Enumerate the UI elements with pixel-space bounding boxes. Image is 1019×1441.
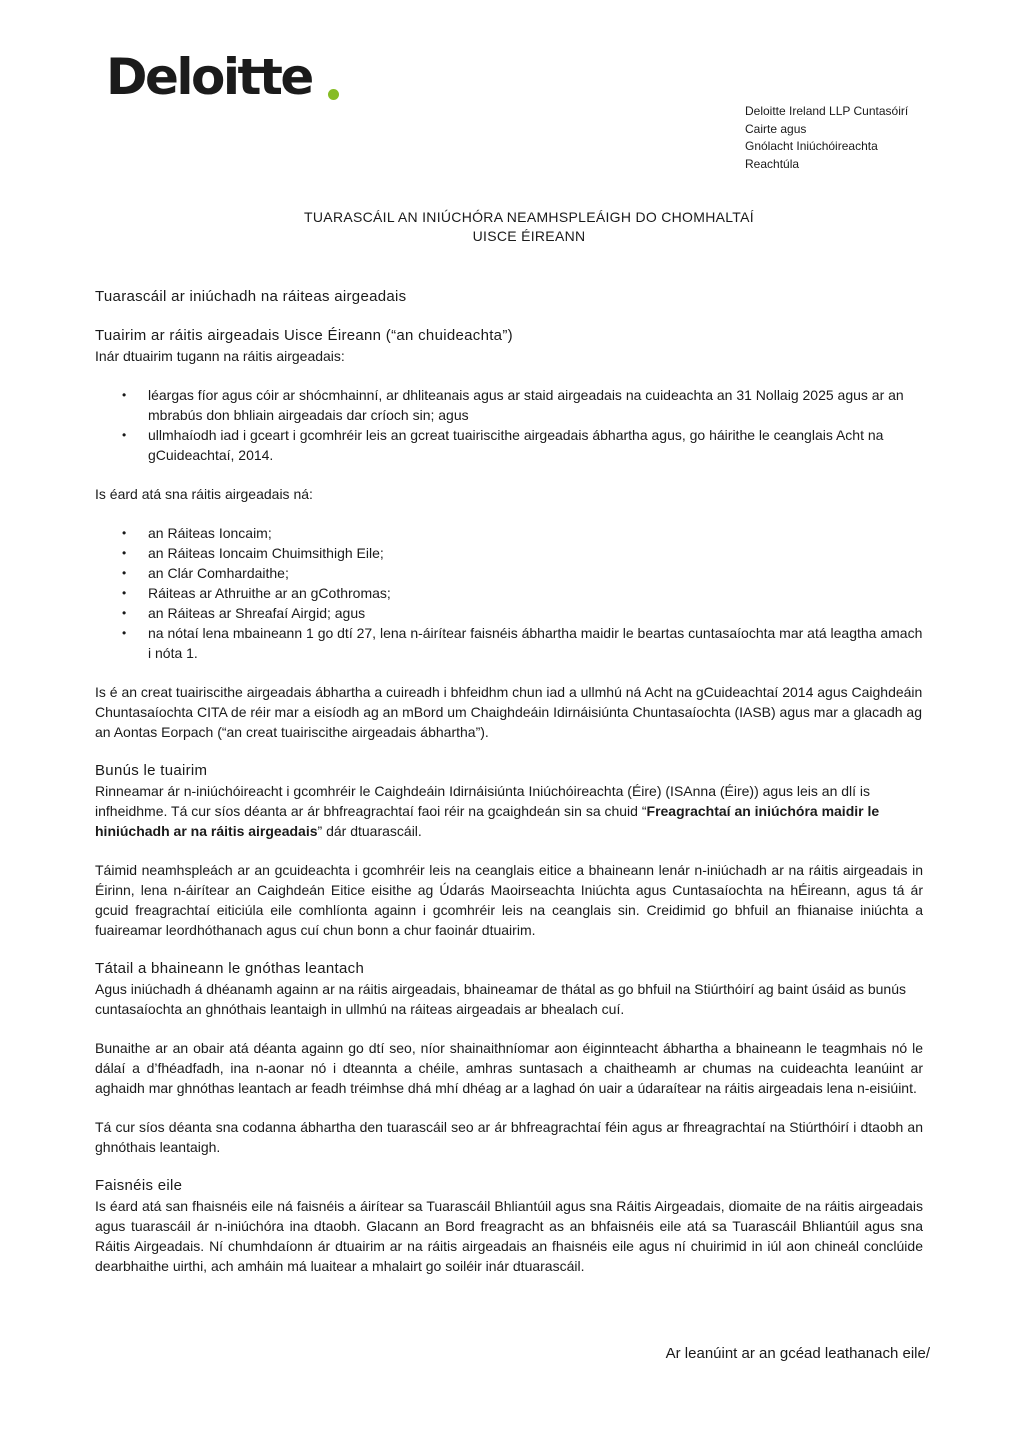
basis-paragraph-2: Táimid neamhspleách ar an gcuideachta i gcomhréir leis na ceanglais eitice a bhaineann lenár n-iniúchadh ar na ráitis airgeadais in Éirinn, lena n-áirítear an Caighdeán Eitice eisithe ag Údarás Maoirseachta Iniúchta agus Cuntasaíochta na hÉireann, agus tá ár gcuid freagrachtaí eiticiúla eile comhlíonta againn i gcomhréir leis na ceanglais sin. Creidimid go bhfuil an fhianaise iniúchta a fuaireamar leordhóthanach agus cuí chun bonn a chur faoinár dtuairim. (95, 862, 923, 938)
deloitte-logo (106, 48, 312, 106)
going-concern-paragraph-2: Bunaithe ar an obair atá déanta againn go dtí seo, níor shainaithníomar aon éiginnteacht ábhartha a bhaineann le teagmhais nó le dálaí a d’fhéadfadh, ina n-aonar nó i dteannta a chéile, amhras suntasach a chaitheamh ar chumas na cuideachta leanúint ar aghaidh mar ghnóthas leantach ar feadh tréimhse dhá mhí dhéag ar a laghad ón uair a údaraítear na ráitis airgeadais lena n-eisiúint. (95, 1040, 923, 1096)
other-info-paragraph: Is éard atá san fhaisnéis eile ná faisnéis a áirítear sa Tuarascáil Bhliantúil agus sna Ráitis Airgeadais, diomaite de na ráitis airgeadais agus tuarascáil ár n-iniúchóra ina dtaobh. Glacann an Bord freagracht as an bhfaisnéis eile atá sa Tuarascáil Bhliantúil agus sna Ráitis Airgeadais. Ní chumhdaíonn ár dtuairim ar na ráitis airgeadais an fhaisnéis eile agus ní chuirimid in iúl aon chineál conclúide dearbhaithe uirthi, ach amháin má luaitear a mhalairt go soiléir inár dtuarascáil. (95, 1198, 923, 1274)
list-item: • an Ráiteas Ioncaim; (95, 523, 923, 543)
firm-line: Reachtúla (745, 156, 800, 171)
going-concern-paragraph-1: Agus iniúchadh á dhéanamh againn ar na ráitis airgeadais, bhaineamar de thátal as go bhfuil na Stiúrthóirí ag baint úsáid as bunús cuntasaíochta an ghnóthais leantaigh in ullmhú na ráiteas airgeadais ar bhealach cuí. (95, 981, 906, 1017)
list-item: • an Ráiteas Ioncaim Chuimsithigh Eile; (95, 543, 923, 563)
basis-text-post: ” dár dtuarascáil. (317, 823, 422, 839)
report-title-line2: UISCE ÉIREANN (472, 228, 586, 244)
list-item: • Ráiteas ar Athruithe ar an gCothromas; (95, 583, 923, 603)
opinion-heading: Tuairim ar ráitis airgeadais Uisce Éireann (“an chuideachta”) (95, 327, 513, 344)
going-concern-paragraph-3: Tá cur síos déanta sna codanna ábhartha den tuarascáil seo ar ár bhfreagrachtaí féin agus ar fhreagrachtaí na Stiúrthóirí i dtaobh an ghnóthais leantaigh. (95, 1119, 923, 1155)
firm-line: Gnólacht Iniúchóireachta (745, 139, 878, 153)
logo-dot-icon (328, 89, 339, 100)
list-item: • an Clár Comhardaithe; (95, 563, 923, 583)
basis-heading: Bunús le tuairim (95, 762, 208, 779)
basis-text-pre: Rinneamar ár n-iniúchóireacht i gcomhréir le Caighdeáin Idirnáisiúnta Iniúchóireachta (Éire) (ISAnna (Éire)) agus leis an dlí is infheidhme. Tá cur síos déanta ar ár bhfreagrachtaí faoi réir na gcaighdeán sin sa chuid “ (95, 783, 871, 819)
list-item: • léargas fíor agus cóir ar shócmhainní, ar dhliteanais agus ar staid airgeadais na cuideachta an 31 Nollaig 2025 agus ar an mbrabús don bhliain airgeadais dar críoch sin; agus (95, 385, 923, 425)
opinion-bullet-list (95, 385, 923, 465)
list-item: • na nótaí lena mbaineann 1 go dtí 27, lena n-áirítear faisnéis ábhartha maidir le beartas cuntasaíochta mar atá leagtha amach i nóta 1. (95, 623, 923, 663)
logo-text: Deloitte (106, 48, 312, 106)
other-info-heading: Faisnéis eile (95, 1177, 183, 1194)
basis-paragraph-1 (95, 781, 923, 841)
framework-paragraph: Is é an creat tuairiscithe airgeadais ábhartha a cuireadh i bhfeidhm chun iad a ullmhú ná Acht na gCuideachtaí 2014 agus Caighdeáin Chuntasaíochta CITA de réir mar a eisíodh ag an mBord um Chaighdeáin Idirnáisiúnta Chuntasaíochta (IASB) agus mar a glacadh ag an Aontas Eorpach (“an creat tuairiscithe airgeadais ábhartha”). (95, 684, 923, 740)
report-title-line1: TUARASCÁIL AN INIÚCHÓRA NEAMHSPLEÁIGH DO CHOMHALTAÍ (304, 209, 754, 225)
opinion-intro: Inár dtuairim tugann na ráitis airgeadais: (95, 348, 345, 364)
list-item: • an Ráiteas ar Shreafaí Airgid; agus (95, 603, 923, 623)
firm-address-block (745, 103, 908, 173)
basis-text-bold: Freagrachtaí an iniúchóra maidir le hiniúchadh ar na ráitis airgeadais (95, 803, 880, 839)
report-heading: Tuarascáil ar iniúchadh na ráiteas airgeadais (95, 288, 407, 305)
statements-list (95, 523, 923, 663)
list-item: • ullmhaíodh iad i gceart i gcomhréir leis an gcreat tuairiscithe airgeadais ábhartha agus, go háirithe le ceanglais Acht na gCuideachtaí, 2014. (95, 425, 923, 465)
continued-note: Ar leanúint ar an gcéad leathanach eile/ (665, 1345, 930, 1362)
comprise-intro: Is éard atá sna ráitis airgeadais ná: (95, 486, 313, 502)
going-concern-heading: Tátail a bhaineann le gnóthas leantach (95, 960, 365, 977)
firm-line: Deloitte Ireland LLP Cuntasóirí (745, 104, 909, 118)
report-body (95, 287, 923, 1276)
firm-line: Cairte agus (745, 121, 807, 136)
report-title (0, 208, 1019, 246)
